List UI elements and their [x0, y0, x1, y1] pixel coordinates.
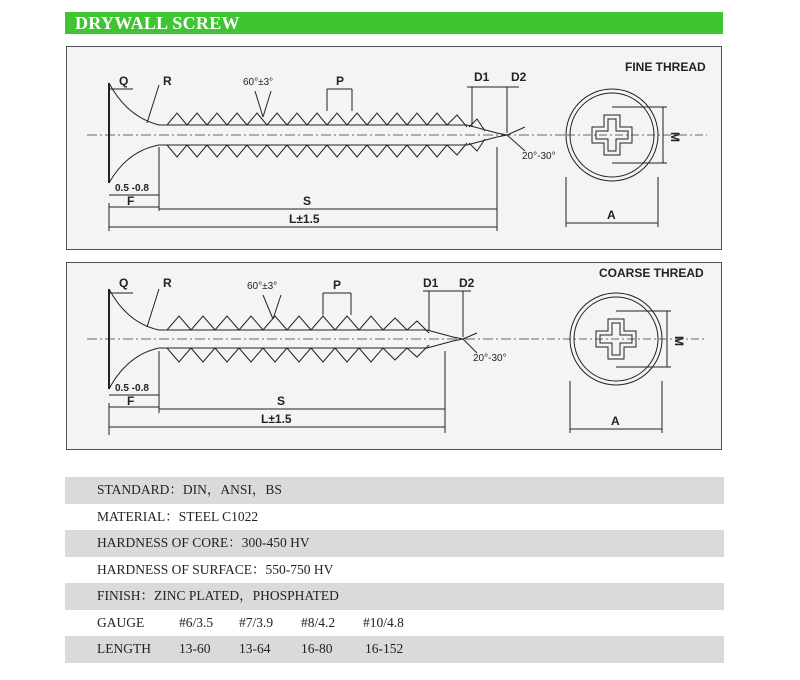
- gauge-value: #8/4.2: [301, 614, 336, 630]
- fine-a-label: A: [607, 208, 616, 222]
- spec-row-length: [65, 636, 724, 663]
- coarse-thread-drawing: [67, 263, 723, 451]
- spec-row-gauge: [65, 610, 724, 637]
- fine-m-label: M: [668, 132, 682, 142]
- fine-d1-label: D1: [474, 70, 490, 84]
- coarse-f-label: F: [127, 394, 135, 408]
- spec-row-material: [65, 504, 724, 531]
- length-label: LENGTH: [97, 641, 151, 656]
- coarse-s-label: S: [277, 394, 286, 408]
- fine-thread-panel: [66, 46, 722, 250]
- gauge-value: #10/4.8: [363, 614, 404, 630]
- spec-row-finish: [65, 583, 724, 610]
- gauge-value: #7/3.9: [239, 614, 274, 630]
- coarse-d2-label: D2: [459, 276, 475, 290]
- spec-finish: FINISH：ZINC PLATED，PHOSPHATED: [97, 588, 339, 603]
- spec-row-standard: [65, 477, 724, 504]
- coarse-l-label: L±1.5: [261, 412, 292, 426]
- coarse-q-label: Q: [119, 276, 129, 290]
- title-bar: [65, 12, 723, 34]
- coarse-a-label: A: [611, 414, 620, 428]
- fine-angle-label: 60°±3°: [243, 77, 274, 88]
- fine-s-label: S: [303, 194, 312, 208]
- spec-hardness-core: HARDNESS OF CORE：300-450 HV: [97, 535, 310, 550]
- spec-row-hardness-surface: [65, 557, 724, 584]
- gauge-label: GAUGE: [97, 614, 145, 630]
- fine-r-label: R: [163, 74, 172, 88]
- coarse-r-label: R: [163, 276, 172, 290]
- spec-row-hardness-core: [65, 530, 724, 557]
- fine-thread-drawing: [67, 47, 723, 251]
- fine-p-label: P: [336, 74, 345, 88]
- length-value: 13-64: [239, 641, 271, 656]
- length-value: 13-60: [179, 641, 211, 656]
- spec-hardness-surface: HARDNESS OF SURFACE：550-750 HV: [97, 561, 334, 577]
- coarse-d1-label: D1: [423, 276, 439, 290]
- fine-tip-angle-label: 20°-30°: [522, 151, 556, 162]
- fine-l-label: L±1.5: [289, 212, 320, 226]
- fine-q-label: Q: [119, 74, 129, 88]
- fine-range-label: 0.5 -0.8: [115, 183, 149, 194]
- length-value: 16-80: [301, 641, 333, 656]
- fine-thread-label: FINE THREAD: [625, 60, 706, 74]
- fine-d2-label: D2: [511, 70, 527, 84]
- gauge-value: #6/3.5: [179, 614, 214, 630]
- spec-standard: STANDARD：DIN，ANSI，BS: [97, 482, 282, 497]
- page-title: DRYWALL SCREW: [75, 13, 240, 33]
- spec-table: [65, 477, 724, 663]
- coarse-range-label: 0.5 -0.8: [115, 383, 149, 394]
- coarse-angle-label: 60°±3°: [247, 281, 278, 292]
- coarse-thread-panel: [66, 262, 722, 450]
- coarse-p-label: P: [333, 278, 342, 292]
- coarse-tip-angle-label: 20°-30°: [473, 353, 507, 364]
- fine-f-label: F: [127, 194, 135, 208]
- spec-material: MATERIAL：STEEL C1022: [97, 508, 259, 524]
- coarse-thread-label: COARSE THREAD: [599, 266, 704, 280]
- length-value: 16-152: [365, 641, 404, 656]
- coarse-m-label: M: [672, 336, 686, 346]
